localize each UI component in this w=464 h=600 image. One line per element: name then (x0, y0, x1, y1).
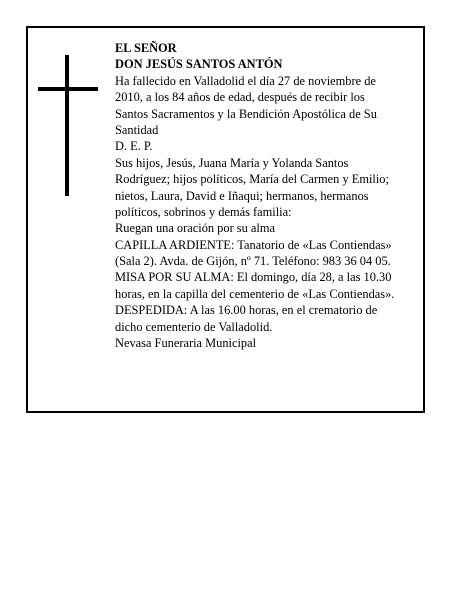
body-line: 2010, a los 84 años de edad, después de recibir los (115, 90, 365, 105)
cross-icon-horizontal-bar (38, 87, 98, 91)
body-line: MISA POR SU ALMA: El domingo, día 28, a las 10.30 (115, 270, 392, 285)
body-line: Sus hijos, Jesús, Juana María y Yolanda Santos (115, 155, 349, 170)
body-line: (Sala 2). Avda. de Gijón, nº 71. Teléfono: 983 36 04 05. (115, 254, 391, 269)
body-line: DESPEDIDA: A las 16.00 horas, en el crematorio de (115, 303, 378, 318)
body-line: Rodríguez; hijos políticos, María del Carmen y Emilio; (115, 172, 389, 187)
body-line: Santidad (115, 122, 159, 137)
body-line: D. E. P. (115, 139, 153, 154)
title-line-1: EL SEÑOR (115, 41, 177, 55)
obituary-notice (26, 26, 425, 413)
body-line: políticos, sobrinos y demás familia: (115, 204, 292, 219)
body-line: Ha fallecido en Valladolid el día 27 de noviembre de (115, 73, 376, 88)
cross-icon-vertical-bar (65, 55, 69, 196)
body-line: Santos Sacramentos y la Bendición Apostólica de Su (115, 106, 377, 121)
body-line: Nevasa Funeraria Municipal (115, 336, 257, 351)
body-line: nietos, Laura, David e Iñaqui; hermanos, hermanos (115, 188, 369, 203)
title-line-2: DON JESÚS SANTOS ANTÓN (115, 57, 283, 72)
notice-text (115, 40, 425, 351)
body-line: horas, en la capilla del cementerio de «Las Contiendas». (115, 286, 395, 301)
body-line: CAPILLA ARDIENTE: Tanatorio de «Las Contiendas» (115, 237, 392, 252)
body-line: dicho cementerio de Valladolid. (115, 319, 273, 334)
body-line: Ruegan una oración por su alma (115, 221, 275, 236)
